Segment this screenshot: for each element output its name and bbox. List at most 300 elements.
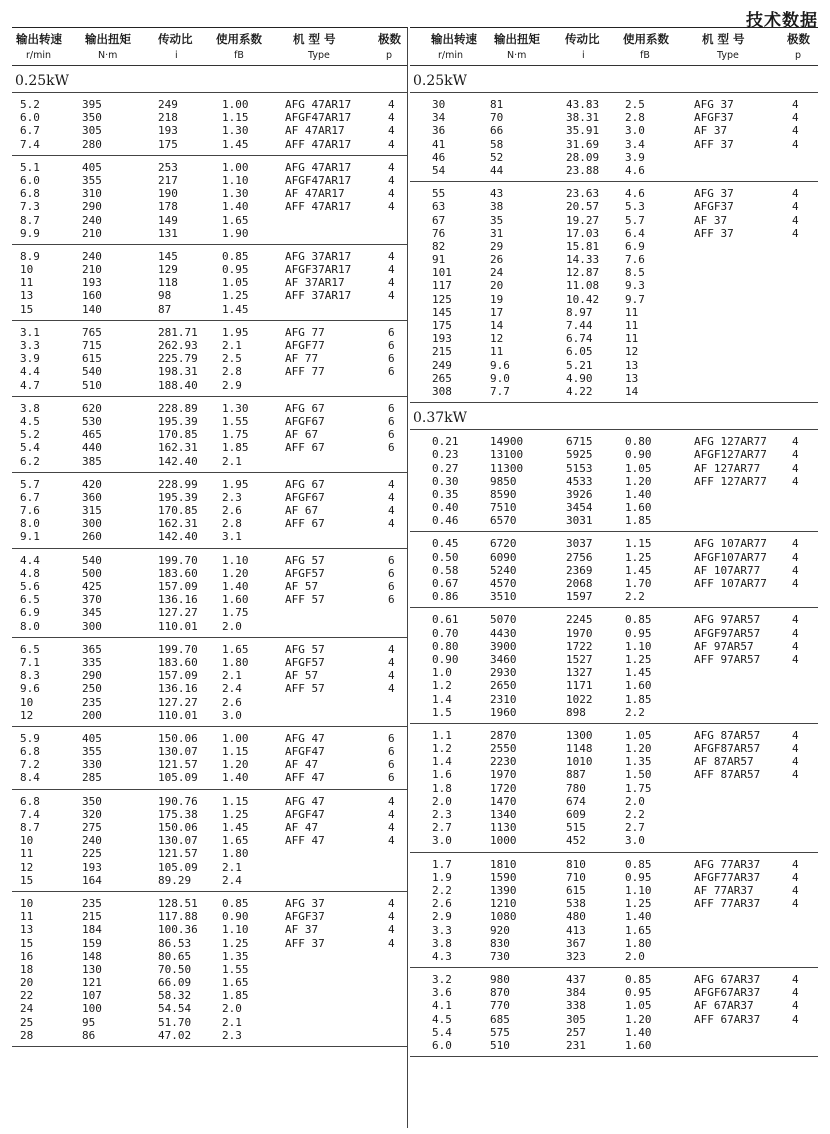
model-line [694, 897, 808, 910]
speed-cell: 8.7 [20, 821, 40, 834]
pole-count: 4 [792, 973, 799, 987]
torque-cell: 310 [82, 187, 102, 201]
speed-cell: 7.3 [20, 200, 40, 214]
table-row [12, 874, 407, 887]
speed-cell: 2.0 [432, 794, 452, 808]
left-panel [12, 27, 408, 1128]
ratio-cell: 338 [566, 999, 586, 1013]
pole-count: 4 [388, 490, 395, 504]
factor-cell: 0.95 [625, 986, 652, 1000]
table-row [410, 1039, 818, 1052]
ratio-cell: 121.57 [158, 758, 198, 772]
page-title: 技术数据 [746, 11, 818, 31]
factor-cell: 1.95 [222, 477, 249, 491]
ratio-cell: 170.85 [158, 428, 198, 442]
torque-cell: 770 [490, 999, 510, 1013]
ratio-cell: 105.09 [158, 771, 198, 785]
model-line [694, 640, 808, 653]
model-type: AFGF127AR77 [694, 448, 767, 462]
ratio-cell: 262.93 [158, 339, 198, 352]
model-list [285, 897, 404, 950]
model-line [694, 999, 808, 1012]
factor-cell: 1.20 [625, 1012, 652, 1026]
model-group [12, 473, 407, 549]
speed-cell: 5.1 [20, 160, 40, 174]
torque-cell: 2650 [490, 679, 517, 693]
ratio-cell: 5925 [566, 448, 593, 462]
table-row [410, 266, 818, 279]
model-line [285, 428, 404, 441]
torque-cell: 290 [82, 669, 102, 683]
speed-cell: 3.8 [432, 936, 452, 950]
speed-cell: 24 [20, 1002, 34, 1016]
table-row [12, 963, 407, 976]
speed-cell: 2.3 [432, 808, 452, 821]
ratio-cell: 136.16 [158, 682, 198, 696]
model-list [694, 729, 808, 782]
ratio-cell: 110.01 [158, 619, 198, 633]
factor-cell: 1.55 [222, 962, 249, 976]
table-row [12, 1002, 407, 1015]
model-line [285, 276, 404, 289]
poles-header: 极数 [378, 32, 401, 46]
poles-symbol: p [386, 50, 393, 61]
model-list [285, 402, 404, 455]
model-list [285, 98, 404, 151]
pole-count: 4 [388, 669, 395, 683]
factor-cell: 0.85 [625, 613, 652, 627]
pole-count: 4 [388, 794, 395, 808]
model-type: AFF 37AR17 [285, 289, 352, 303]
table-row [410, 666, 818, 679]
ratio-cell: 609 [566, 808, 586, 821]
table-row [12, 606, 407, 619]
model-line [694, 200, 808, 213]
ratio-cell: 452 [566, 834, 586, 848]
ratio-cell: 2369 [566, 563, 593, 577]
pole-count: 4 [388, 200, 395, 214]
factor-cell: 3.9 [625, 150, 645, 164]
speed-cell: 16 [20, 949, 34, 963]
ratio-cell: 1722 [566, 639, 593, 653]
ratio-cell: 257 [566, 1025, 586, 1039]
model-line [285, 517, 404, 530]
ratio-cell: 170.85 [158, 504, 198, 518]
torque-cell: 305 [82, 124, 102, 138]
model-type: AFF 47AR17 [285, 200, 352, 214]
factor-cell: 2.3 [222, 490, 242, 504]
pole-count: 6 [388, 352, 395, 366]
factor-cell: 2.3 [222, 1028, 242, 1042]
pole-count: 4 [792, 111, 799, 125]
ratio-cell: 199.70 [158, 553, 198, 567]
model-line [285, 643, 404, 656]
ratio-cell: 4.22 [566, 384, 593, 398]
pole-count: 4 [792, 577, 799, 590]
ratio-cell: 195.39 [158, 490, 198, 504]
model-list [285, 161, 404, 214]
model-list [285, 643, 404, 696]
table-row [410, 950, 818, 963]
speed-cell: 6.8 [20, 187, 40, 201]
model-line [285, 923, 404, 936]
torque-cell: 43 [490, 187, 504, 201]
ratio-cell: 249 [158, 98, 178, 111]
model-group [12, 790, 407, 892]
torque-cell: 920 [490, 923, 510, 937]
model-type: AF 37 [694, 213, 728, 227]
factor-cell: 2.1 [222, 669, 242, 683]
pole-count: 4 [792, 200, 799, 214]
ratio-cell: 3454 [566, 501, 593, 515]
pole-count: 6 [388, 428, 395, 442]
torque-cell: 350 [82, 794, 102, 808]
pole-count: 4 [388, 124, 395, 138]
model-line [285, 98, 404, 111]
factor-cell: 0.80 [625, 435, 652, 449]
pole-count: 4 [388, 249, 395, 263]
factor-cell: 1.90 [222, 226, 249, 240]
torque-cell: 620 [82, 401, 102, 415]
right-table-body [410, 66, 818, 1057]
table-row [12, 227, 407, 240]
model-line [694, 435, 808, 448]
torque-cell: 1080 [490, 910, 517, 924]
table-row [410, 514, 818, 527]
table-row [12, 847, 407, 860]
speed-cell: 28 [20, 1028, 34, 1042]
speed-cell: 1.5 [432, 705, 452, 719]
speed-cell: 1.2 [432, 679, 452, 693]
ratio-cell: 157.09 [158, 580, 198, 593]
factor-cell: 1.05 [625, 999, 652, 1013]
torque-cell: 9.0 [490, 371, 510, 385]
ratio-cell: 3037 [566, 537, 593, 551]
speed-cell: 20 [20, 976, 34, 990]
table-row [410, 795, 818, 808]
speed-cell: 0.90 [432, 652, 459, 666]
pole-count: 4 [792, 755, 799, 769]
model-line [694, 627, 808, 640]
pole-count: 4 [388, 187, 395, 201]
model-line [285, 745, 404, 758]
speed-cell: 1.7 [432, 857, 452, 871]
table-row [410, 501, 818, 514]
pole-count: 6 [388, 771, 395, 785]
torque-cell: 365 [82, 642, 102, 656]
speed-cell: 6.0 [20, 173, 40, 187]
ratio-cell: 54.54 [158, 1002, 192, 1016]
ratio-cell: 14.33 [566, 253, 600, 267]
model-group [410, 853, 818, 969]
factor-cell: 1.60 [222, 593, 249, 607]
model-list [694, 537, 808, 590]
model-type: AFGF47 [285, 807, 325, 821]
factor-cell: 1.30 [222, 187, 249, 201]
factor-cell: 1.45 [222, 302, 249, 316]
pole-count: 4 [792, 728, 799, 742]
ratio-cell: 130.07 [158, 834, 198, 848]
ratio-cell: 3926 [566, 487, 593, 501]
table-row [410, 164, 818, 177]
table-row [12, 214, 407, 227]
factor-cell: 2.1 [222, 339, 242, 352]
model-line [285, 200, 404, 213]
ratio-cell: 4.90 [566, 371, 593, 385]
torque-cell: 2550 [490, 742, 517, 756]
model-type: AFG 77AR37 [694, 857, 761, 871]
speed-cell: 6.0 [20, 111, 40, 125]
pole-count: 6 [388, 593, 395, 607]
ratio-symbol: i [582, 50, 585, 61]
torque-cell: 1000 [490, 834, 517, 848]
factor-cell: 1.75 [625, 781, 652, 795]
speed-cell: 0.23 [432, 448, 459, 462]
model-line [694, 462, 808, 475]
speed-cell: 54 [432, 163, 446, 177]
model-group [12, 638, 407, 727]
ratio-cell: 89.29 [158, 873, 192, 887]
model-line [694, 1013, 808, 1026]
ratio-cell: 228.89 [158, 401, 198, 415]
speed-cell: 0.61 [432, 613, 459, 627]
model-type: AFF 67 [285, 441, 325, 455]
torque-cell: 235 [82, 896, 102, 910]
model-type: AFF 37 [285, 936, 325, 950]
factor-cell: 1.25 [625, 652, 652, 666]
speed-cell: 1.0 [432, 666, 452, 680]
ratio-cell: 127.27 [158, 695, 198, 709]
model-line [694, 214, 808, 227]
pole-count: 6 [388, 731, 395, 745]
speed-cell: 4.4 [20, 553, 40, 567]
factor-cell: 1.10 [222, 923, 249, 937]
ratio-cell: 193 [158, 124, 178, 138]
speed-cell: 0.30 [432, 474, 459, 488]
model-type: AF 107AR77 [694, 563, 761, 577]
model-type: AFF 57 [285, 682, 325, 696]
model-type: AF 57 [285, 669, 319, 683]
factor-cell: 1.60 [625, 679, 652, 693]
ratio-cell: 710 [566, 870, 586, 884]
pole-count: 4 [792, 986, 799, 1000]
ratio-cell: 190.76 [158, 794, 198, 808]
speed-cell: 0.50 [432, 550, 459, 564]
table-row [410, 332, 818, 345]
torque-cell: 370 [82, 593, 102, 607]
table-row [410, 590, 818, 603]
ratio-cell: 15.81 [566, 239, 600, 253]
factor-cell: 1.00 [222, 731, 249, 745]
speed-cell: 6.5 [20, 642, 40, 656]
right-panel [410, 27, 818, 1128]
factor-cell: 2.5 [625, 98, 645, 111]
ratio-cell: 198.31 [158, 365, 198, 379]
model-line [285, 339, 404, 352]
pole-count: 4 [792, 652, 799, 666]
table-row [410, 821, 818, 834]
model-list [694, 613, 808, 666]
model-type: AFG 67 [285, 477, 325, 491]
pole-count: 4 [792, 1012, 799, 1026]
factor-cell: 0.85 [222, 249, 249, 263]
model-line [694, 986, 808, 999]
factor-cell: 4.6 [625, 163, 645, 177]
torque-cell: 300 [82, 517, 102, 531]
factor-cell: 1.25 [222, 936, 249, 950]
ratio-cell: 225.79 [158, 352, 198, 366]
model-type: AFG 67 [285, 401, 325, 415]
factor-symbol: fB [640, 50, 650, 61]
pole-count: 4 [388, 137, 395, 151]
speed-cell: 2.2 [432, 883, 452, 897]
pole-count: 4 [388, 834, 395, 848]
speed-cell: 3.6 [432, 986, 452, 1000]
pole-count: 4 [792, 550, 799, 564]
table-row [410, 937, 818, 950]
ratio-cell: 136.16 [158, 593, 198, 607]
speed-cell: 82 [432, 239, 446, 253]
speed-cell: 3.8 [20, 401, 40, 415]
torque-cell: 2310 [490, 692, 517, 706]
torque-header: 输出扭矩 [494, 32, 540, 46]
model-type: AFG 87AR57 [694, 728, 761, 742]
factor-cell: 2.9 [222, 378, 242, 392]
model-type: AFGF67AR37 [694, 986, 761, 1000]
model-line [285, 771, 404, 784]
torque-cell: 1210 [490, 897, 517, 911]
ratio-cell: 142.40 [158, 530, 198, 544]
ratio-cell: 4533 [566, 474, 593, 488]
ratio-cell: 437 [566, 973, 586, 987]
model-type: AF 87AR57 [694, 755, 754, 769]
factor-header: 使用系数 [216, 32, 262, 46]
ratio-cell: 178 [158, 200, 178, 214]
model-group [410, 968, 818, 1057]
pole-count: 4 [388, 655, 395, 669]
factor-cell: 1.10 [222, 553, 249, 567]
torque-cell: 1130 [490, 821, 517, 835]
factor-cell: 1.30 [222, 401, 249, 415]
pole-count: 4 [792, 448, 799, 462]
speed-cell: 1.1 [432, 728, 452, 742]
factor-cell: 2.2 [625, 705, 645, 719]
speed-cell: 3.3 [20, 339, 40, 352]
model-type: AFGF87AR57 [694, 742, 761, 756]
ratio-cell: 2068 [566, 577, 593, 590]
factor-cell: 1.50 [625, 768, 652, 782]
ratio-cell: 217 [158, 173, 178, 187]
pole-count: 4 [388, 807, 395, 821]
speed-header: 输出转速 [431, 32, 477, 46]
ratio-cell: 1148 [566, 742, 593, 756]
model-line [285, 897, 404, 910]
factor-cell: 0.85 [222, 896, 249, 910]
model-line [285, 111, 404, 124]
torque-cell: 1720 [490, 781, 517, 795]
torque-cell: 510 [82, 378, 102, 392]
factor-cell: 3.1 [222, 530, 242, 544]
factor-cell: 2.1 [222, 454, 242, 468]
ratio-cell: 231 [566, 1039, 586, 1052]
pole-count: 6 [388, 580, 395, 593]
model-type: AFF 37 [694, 226, 734, 240]
factor-cell: 1.40 [222, 200, 249, 214]
factor-cell: 2.8 [625, 111, 645, 125]
speed-cell: 2.7 [432, 821, 452, 835]
torque-cell: 280 [82, 137, 102, 151]
speed-cell: 6.8 [20, 745, 40, 759]
speed-cell: 4.7 [20, 378, 40, 392]
torque-cell: 19 [490, 292, 504, 306]
torque-cell: 160 [82, 289, 102, 303]
model-type: AFF 77AR37 [694, 897, 761, 911]
pole-count: 4 [792, 226, 799, 240]
speed-cell: 6.2 [20, 454, 40, 468]
model-header: 机 型 号 [293, 32, 336, 46]
model-line [285, 491, 404, 504]
speed-cell: 7.4 [20, 137, 40, 151]
torque-cell: 4570 [490, 577, 517, 590]
torque-cell: 330 [82, 758, 102, 772]
speed-cell: 0.46 [432, 514, 459, 528]
speed-cell: 12 [20, 708, 34, 722]
pole-count: 6 [388, 553, 395, 567]
speed-cell: 76 [432, 226, 446, 240]
table-row [12, 455, 407, 468]
ratio-cell: 66.09 [158, 976, 192, 990]
model-list [285, 795, 404, 848]
torque-cell: 260 [82, 530, 102, 544]
model-line [694, 884, 808, 897]
model-list [285, 478, 404, 531]
ratio-cell: 86.53 [158, 936, 192, 950]
speed-cell: 5.2 [20, 428, 40, 442]
torque-cell: 530 [82, 414, 102, 428]
factor-cell: 1.60 [625, 1039, 652, 1052]
torque-cell: 210 [82, 226, 102, 240]
torque-cell: 350 [82, 111, 102, 125]
torque-cell: 1590 [490, 870, 517, 884]
factor-cell: 1.10 [625, 883, 652, 897]
model-group [12, 892, 407, 1047]
torque-cell: 765 [82, 325, 102, 339]
ratio-cell: 110.01 [158, 708, 198, 722]
torque-cell: 575 [490, 1025, 510, 1039]
pole-count: 4 [388, 923, 395, 937]
torque-cell: 107 [82, 989, 102, 1003]
model-type: AFF 127AR77 [694, 474, 767, 488]
speed-cell: 3.9 [20, 352, 40, 366]
speed-cell: 46 [432, 150, 446, 164]
pole-count: 4 [792, 137, 799, 151]
model-line [694, 475, 808, 488]
speed-unit: r/min [438, 50, 464, 61]
speed-cell: 8.7 [20, 213, 40, 227]
factor-cell: 1.65 [222, 213, 249, 227]
speed-cell: 1.6 [432, 768, 452, 782]
model-list [285, 554, 404, 607]
factor-cell: 2.0 [222, 1002, 242, 1016]
model-line [285, 187, 404, 200]
ratio-cell: 145 [158, 249, 178, 263]
model-type: AFF 97AR57 [694, 652, 761, 666]
speed-cell: 1.2 [432, 742, 452, 756]
factor-cell: 1.15 [625, 537, 652, 551]
torque-cell: 2930 [490, 666, 517, 680]
model-line [694, 551, 808, 564]
factor-cell: 9.3 [625, 279, 645, 293]
